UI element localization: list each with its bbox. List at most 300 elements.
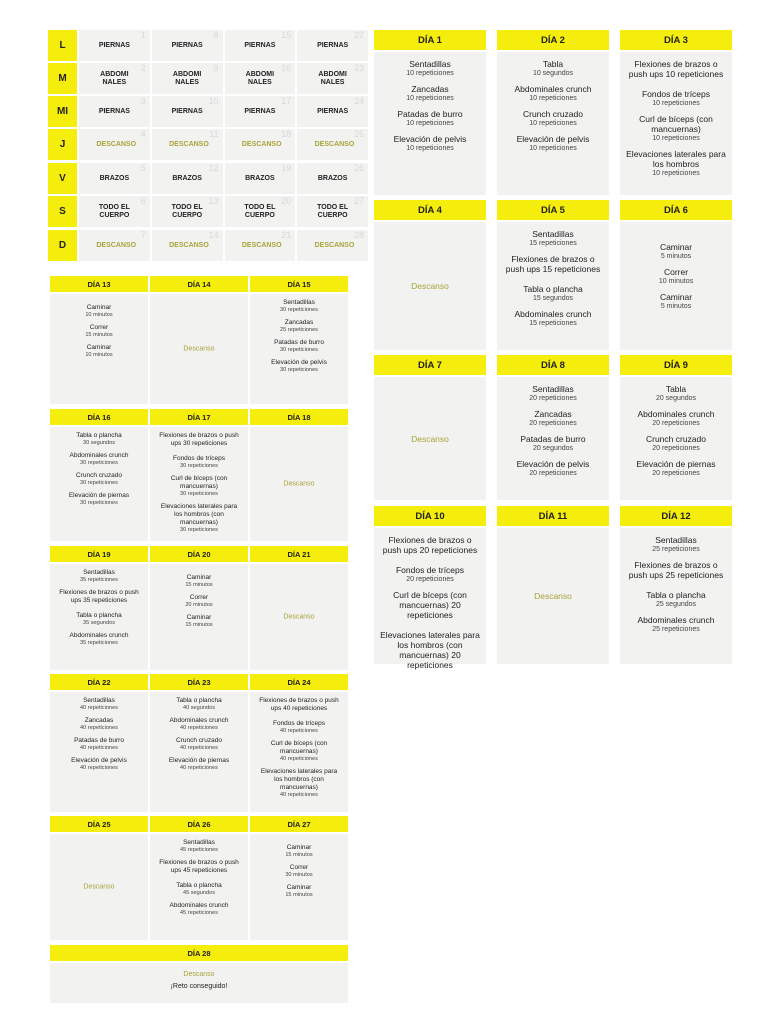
exercise-detail: 45 repeticiones — [180, 847, 218, 853]
schedule-cell — [223, 230, 296, 261]
schedule-day-number: 23 — [353, 63, 364, 73]
schedule-day-number: 24 — [353, 96, 364, 106]
exercise-item — [380, 535, 480, 559]
exercise-item — [156, 432, 242, 450]
exercise-list — [497, 377, 609, 478]
day-title: DÍA 7 — [374, 355, 486, 375]
exercise-item — [503, 84, 603, 103]
exercise-detail: 10 repeticiones — [652, 135, 700, 142]
day-body — [497, 377, 609, 500]
exercise-name: Abdominales crunch — [514, 309, 592, 319]
exercise-name: Caminar — [286, 884, 312, 891]
exercise-detail: 30 segundos — [82, 440, 116, 446]
exercise-detail: 15 minutos — [285, 892, 313, 898]
exercise-name: Sentadillas — [83, 697, 115, 704]
exercise-detail — [256, 713, 342, 715]
schedule-cell — [295, 63, 368, 94]
schedule-cell-text: DESCANSO — [314, 140, 355, 148]
exercise-item — [256, 697, 342, 715]
schedule-cell-text: TODO EL CUERPO — [244, 203, 276, 219]
exercise-item — [256, 720, 342, 735]
schedule-day-number: 9 — [213, 63, 219, 73]
exercise-item — [626, 114, 726, 143]
schedule-cell-text: DESCANSO — [169, 140, 209, 148]
exercise-detail: 20 segundos — [532, 445, 574, 452]
day-block — [374, 506, 486, 670]
exercise-name: Tabla o plancha — [76, 612, 122, 619]
exercise-item — [626, 459, 726, 478]
exercise-name: Tabla o plancha — [646, 590, 706, 600]
schedule-row — [48, 196, 368, 227]
exercise-item — [156, 503, 242, 534]
exercise-detail: 10 repeticiones — [406, 120, 454, 127]
day-body — [250, 692, 348, 812]
day-title: DÍA 22 — [50, 674, 148, 690]
schedule-day-number: 11 — [209, 129, 219, 139]
exercise-detail: 5 minutos — [660, 253, 692, 260]
day-block — [497, 30, 609, 195]
schedule-day-number: 18 — [281, 129, 292, 139]
exercise-detail: 10 repeticiones — [652, 100, 700, 107]
exercise-name: Sentadillas — [655, 535, 697, 545]
exercise-detail: 40 repeticiones — [80, 765, 118, 771]
exercise-list — [150, 564, 248, 629]
exercise-name: Zancadas — [411, 84, 449, 94]
schedule-day-number: 12 — [208, 163, 219, 173]
exercise-item — [380, 109, 480, 128]
exercise-list — [50, 427, 148, 507]
exercise-item — [156, 757, 242, 772]
schedule-cell — [150, 230, 223, 261]
exercise-item — [256, 339, 342, 354]
exercise-detail: 20 repeticiones — [406, 576, 454, 583]
exercise-item — [256, 359, 342, 374]
schedule-cell — [150, 30, 223, 61]
schedule-row — [48, 63, 368, 94]
day-block — [150, 546, 248, 670]
schedule-cell-text: PIERNAS — [171, 107, 203, 115]
rest-label: Descanso — [183, 971, 215, 978]
day-block — [150, 816, 248, 940]
day-body — [620, 52, 732, 195]
exercise-item — [256, 740, 342, 763]
exercise-item — [156, 859, 242, 877]
exercise-name: Caminar — [86, 344, 112, 351]
exercise-name: Abdominales crunch — [637, 409, 715, 419]
day-block — [50, 945, 348, 1003]
schedule-day-label: S — [48, 196, 77, 227]
exercise-detail — [156, 448, 242, 450]
exercise-item — [56, 569, 142, 584]
exercise-item — [503, 59, 603, 78]
exercise-item — [156, 737, 242, 752]
exercise-name: Crunch cruzado — [176, 737, 222, 744]
exercise-item — [380, 59, 480, 78]
schedule-row — [48, 129, 368, 160]
schedule-day-number: 25 — [353, 129, 364, 139]
day-block — [250, 409, 348, 541]
rest-label: Descanso — [183, 345, 215, 353]
exercise-detail: 10 repeticiones — [652, 170, 700, 177]
exercise-name: Caminar — [659, 242, 693, 252]
exercise-detail: 30 repeticiones — [180, 527, 218, 533]
exercise-detail: 25 repeticiones — [652, 626, 700, 633]
exercise-name: Abdominales crunch — [69, 632, 129, 639]
schedule-day-number: 5 — [140, 163, 146, 173]
exercise-detail: 30 repeticiones — [280, 347, 318, 353]
schedule-day-number: 21 — [281, 230, 292, 240]
exercise-item — [626, 292, 726, 311]
exercise-detail: 35 repeticiones — [80, 640, 118, 646]
day-body — [374, 222, 486, 350]
schedule-day-number: 6 — [140, 196, 146, 206]
exercise-detail: 15 segundos — [532, 295, 574, 302]
exercise-list — [497, 52, 609, 153]
day-body — [620, 528, 732, 664]
schedule-row — [48, 30, 368, 61]
schedule-row — [48, 230, 368, 261]
day-title: DÍA 18 — [250, 409, 348, 425]
schedule-cell-text: DESCANSO — [96, 241, 137, 249]
exercise-name: Sentadillas — [409, 59, 451, 69]
exercise-list — [374, 52, 486, 153]
exercise-item — [56, 737, 142, 752]
schedule-day-label: MI — [48, 96, 77, 127]
day-title: DÍA 8 — [497, 355, 609, 375]
exercise-name: Tabla o plancha — [523, 284, 583, 294]
exercise-item — [626, 89, 726, 108]
exercise-item — [256, 844, 342, 859]
schedule-cell-text: PIERNAS — [171, 41, 203, 49]
exercise-item — [503, 459, 603, 478]
day-block — [250, 674, 348, 812]
exercise-name: Fondos de tríceps — [172, 455, 226, 462]
exercise-item — [156, 455, 242, 470]
exercise-detail: 10 repeticiones — [406, 95, 454, 102]
exercise-list — [497, 222, 609, 328]
schedule-day-number: 16 — [281, 63, 292, 73]
schedule-cell — [295, 230, 368, 261]
day-body — [620, 377, 732, 500]
exercise-item — [503, 434, 603, 453]
exercise-name: Patadas de burro — [397, 109, 463, 119]
schedule-cell-text: PIERNAS — [98, 41, 130, 49]
exercise-item — [156, 475, 242, 498]
day-block — [50, 816, 148, 940]
rest-label: Descanso — [283, 613, 315, 621]
exercise-name: Elevaciones laterales para los hombros (con mancuernas) — [260, 768, 338, 791]
day-body — [374, 377, 486, 500]
exercise-name: Curl de bíceps (con mancuernas) 20 repeticiones — [393, 590, 467, 620]
schedule-day-number: 15 — [281, 30, 292, 40]
exercise-name: Flexiones de brazos o push ups 25 repeticiones — [628, 560, 724, 580]
exercise-detail: 10 repeticiones — [406, 145, 454, 152]
exercise-name: Crunch cruzado — [645, 434, 706, 444]
exercise-name: Crunch cruzado — [522, 109, 583, 119]
exercise-name: Sentadillas — [532, 229, 574, 239]
exercise-item — [56, 612, 142, 627]
exercise-name: Tabla o plancha — [176, 697, 222, 704]
schedule-cell-text: BRAZOS — [99, 174, 130, 182]
exercise-detail — [626, 79, 726, 83]
schedule-cell-text: DESCANSO — [314, 241, 355, 249]
day-body — [250, 564, 348, 670]
exercise-name: Flexiones de brazos o push ups 35 repeticiones — [59, 589, 139, 604]
schedule-cell — [150, 163, 223, 194]
exercise-item — [626, 149, 726, 178]
day-block — [250, 816, 348, 940]
exercise-name: Elevaciones laterales para los hombros — [626, 149, 726, 169]
exercise-detail — [380, 670, 480, 674]
exercise-item — [626, 560, 726, 584]
exercise-detail: 30 repeticiones — [280, 367, 318, 373]
day-block — [250, 276, 348, 404]
day-title: DÍA 24 — [250, 674, 348, 690]
exercise-detail: 40 repeticiones — [280, 756, 318, 762]
exercise-detail: 15 repeticiones — [529, 240, 577, 247]
exercise-list — [150, 692, 248, 772]
exercise-detail: 15 repeticiones — [529, 320, 577, 327]
exercise-item — [256, 884, 342, 899]
schedule-cell-text: PIERNAS — [244, 107, 276, 115]
schedule-cell — [77, 163, 150, 194]
exercise-item — [626, 535, 726, 554]
day-title: DÍA 28 — [50, 945, 348, 961]
exercise-name: Elevación de pelvis — [516, 134, 590, 144]
exercise-item — [56, 492, 142, 507]
day-block — [50, 674, 148, 812]
day-block — [497, 506, 609, 664]
exercise-name: Flexiones de brazos o push ups 15 repeticiones — [505, 254, 601, 274]
exercise-name: Caminar — [186, 574, 212, 581]
exercise-detail: 25 repeticiones — [652, 546, 700, 553]
schedule-day-label: J — [48, 129, 77, 160]
exercise-item — [156, 574, 242, 589]
day-body — [150, 834, 248, 940]
day-block — [50, 409, 148, 541]
day-body — [497, 222, 609, 350]
day-title: DÍA 27 — [250, 816, 348, 832]
schedule-cell-text: ABDOMI NALES — [318, 70, 347, 86]
exercise-item — [56, 304, 142, 319]
exercise-item — [56, 452, 142, 467]
exercise-item — [503, 309, 603, 328]
schedule-cell-text: ABDOMI NALES — [172, 70, 202, 86]
exercise-detail — [380, 620, 480, 624]
exercise-name: Zancadas — [84, 717, 114, 724]
exercise-item — [56, 344, 142, 359]
exercise-name: Caminar — [286, 844, 312, 851]
schedule-cell-text: ABDOMI NALES — [245, 70, 275, 86]
exercise-name: Flexiones de brazos o push ups 40 repeticiones — [259, 697, 339, 712]
exercise-name: Abdominales crunch — [169, 717, 229, 724]
exercise-detail: 10 repeticiones — [529, 95, 577, 102]
exercise-detail: 30 repeticiones — [80, 500, 118, 506]
exercise-detail: 30 repeticiones — [180, 463, 218, 469]
exercise-list — [150, 427, 248, 534]
exercise-item — [156, 882, 242, 897]
day-title: DÍA 11 — [497, 506, 609, 526]
day-title: DÍA 6 — [620, 200, 732, 220]
day-title: DÍA 3 — [620, 30, 732, 50]
schedule-cell-text: BRAZOS — [245, 174, 275, 182]
exercise-detail: 15 minutos — [285, 852, 313, 858]
exercise-name: Tabla — [542, 59, 564, 69]
day-body — [50, 963, 348, 1003]
exercise-item — [56, 697, 142, 712]
day-title: DÍA 4 — [374, 200, 486, 220]
exercise-detail: 20 repeticiones — [529, 470, 577, 477]
day-body — [250, 834, 348, 940]
schedule-row — [48, 163, 368, 194]
exercise-item — [626, 409, 726, 428]
exercise-item — [503, 409, 603, 428]
exercise-name: Curl de bíceps (con mancuernas) — [270, 740, 328, 755]
exercise-name: Flexiones de brazos o push ups 10 repeticiones — [628, 59, 724, 79]
exercise-detail: 30 repeticiones — [280, 307, 318, 313]
exercise-detail: 10 repeticiones — [406, 70, 454, 77]
exercise-item — [156, 839, 242, 854]
day-body — [50, 427, 148, 541]
day-block — [50, 276, 148, 404]
schedule-day-number: 14 — [208, 230, 219, 240]
schedule-cell — [77, 129, 150, 160]
day-body — [497, 528, 609, 664]
exercise-detail: 25 segundos — [655, 601, 697, 608]
exercise-item — [380, 134, 480, 153]
schedule-cell-text: TODO EL CUERPO — [98, 203, 130, 219]
day-body — [374, 528, 486, 670]
exercise-name: Patadas de burro — [520, 434, 586, 444]
exercise-item — [626, 434, 726, 453]
exercise-list — [250, 692, 348, 799]
schedule-cell — [223, 163, 296, 194]
day-title: DÍA 16 — [50, 409, 148, 425]
exercise-name: Elevación de piernas — [636, 459, 716, 469]
exercise-detail — [503, 274, 603, 278]
schedule-cell — [223, 96, 296, 127]
exercise-detail: 40 repeticiones — [280, 728, 318, 734]
schedule-cell — [295, 196, 368, 227]
exercise-name: Crunch cruzado — [76, 472, 122, 479]
exercise-list — [620, 52, 732, 178]
day-title: DÍA 25 — [50, 816, 148, 832]
day-body — [50, 564, 148, 670]
schedule-cell — [77, 96, 150, 127]
schedule-cell — [295, 96, 368, 127]
schedule-day-number: 10 — [208, 96, 219, 106]
exercise-item — [626, 59, 726, 83]
schedule-cell-text: ABDOMI NALES — [100, 70, 129, 86]
day-block — [497, 355, 609, 500]
exercise-detail: 40 repeticiones — [180, 745, 218, 751]
day-block — [50, 546, 148, 670]
exercise-detail: 40 repeticiones — [180, 765, 218, 771]
exercise-name: Elevaciones laterales para los hombros (con mancuernas) — [160, 503, 238, 526]
day-block — [374, 355, 486, 500]
day-block — [497, 200, 609, 350]
exercise-item — [56, 589, 142, 607]
schedule-day-number: 2 — [140, 63, 146, 73]
exercise-detail: 30 repeticiones — [80, 460, 118, 466]
exercise-name: Elevación de piernas — [168, 757, 230, 764]
exercise-detail: 15 minutos — [185, 622, 213, 628]
exercise-list — [374, 528, 486, 674]
exercise-detail: 40 repeticiones — [80, 725, 118, 731]
schedule-day-number: 1 — [140, 30, 146, 40]
exercise-name: Patadas de burro — [74, 737, 124, 744]
day-title: DÍA 2 — [497, 30, 609, 50]
schedule-cell — [150, 129, 223, 160]
exercise-name: Sentadillas — [83, 569, 115, 576]
exercise-name: Zancadas — [284, 319, 314, 326]
exercise-name: Correr — [663, 267, 689, 277]
exercise-name: Caminar — [659, 292, 693, 302]
exercise-detail: 40 segundos — [182, 705, 216, 711]
schedule-cell-text: PIERNAS — [244, 41, 276, 49]
exercise-name: Sentadillas — [183, 839, 215, 846]
day-title: DÍA 21 — [250, 546, 348, 562]
exercise-name: Elevación de pelvis — [516, 459, 590, 469]
day-block — [620, 506, 732, 664]
exercise-detail: 35 segundos — [82, 620, 116, 626]
day-title: DÍA 14 — [150, 276, 248, 292]
exercise-name: Elevación de pelvis — [271, 359, 327, 366]
day-body — [374, 52, 486, 195]
exercise-name: Abdominales crunch — [169, 902, 229, 909]
exercise-item — [503, 254, 603, 278]
exercise-item — [380, 565, 480, 584]
schedule-cell-text: DESCANSO — [241, 241, 282, 249]
day-body — [50, 294, 148, 404]
exercise-name: Curl de bíceps (con mancuernas) — [639, 114, 713, 134]
schedule-cell-text: DESCANSO — [169, 241, 209, 249]
exercise-item — [626, 615, 726, 634]
schedule-day-number: 26 — [353, 163, 364, 173]
schedule-day-number: 28 — [353, 230, 364, 240]
exercise-detail: 45 segundos — [182, 890, 216, 896]
exercise-name: Elevación de pelvis — [71, 757, 127, 764]
day-body — [497, 52, 609, 195]
rest-label: Descanso — [411, 281, 449, 291]
day-block — [250, 546, 348, 670]
day-title: DÍA 1 — [374, 30, 486, 50]
day-title: DÍA 17 — [150, 409, 248, 425]
day-body — [150, 564, 248, 670]
schedule-cell — [150, 63, 223, 94]
exercise-detail: 25 repeticiones — [280, 327, 318, 333]
exercise-detail: 10 segundos — [532, 70, 574, 77]
exercise-item — [626, 267, 726, 286]
schedule-cell-text: PIERNAS — [317, 107, 349, 115]
day-block — [150, 674, 248, 812]
exercise-item — [626, 590, 726, 609]
exercise-item — [256, 299, 342, 314]
schedule-cell — [150, 196, 223, 227]
exercise-item — [503, 284, 603, 303]
schedule-cell — [295, 30, 368, 61]
exercise-detail: 40 repeticiones — [180, 725, 218, 731]
exercise-detail: 40 repeticiones — [80, 745, 118, 751]
rest-label: Descanso — [534, 591, 572, 601]
exercise-detail: 20 repeticiones — [529, 420, 577, 427]
exercise-item — [56, 717, 142, 732]
day-block — [150, 276, 248, 404]
exercise-detail — [56, 605, 142, 607]
exercise-name: Abdominales crunch — [69, 452, 129, 459]
schedule-cell — [77, 63, 150, 94]
schedule-day-number: 4 — [140, 129, 146, 139]
